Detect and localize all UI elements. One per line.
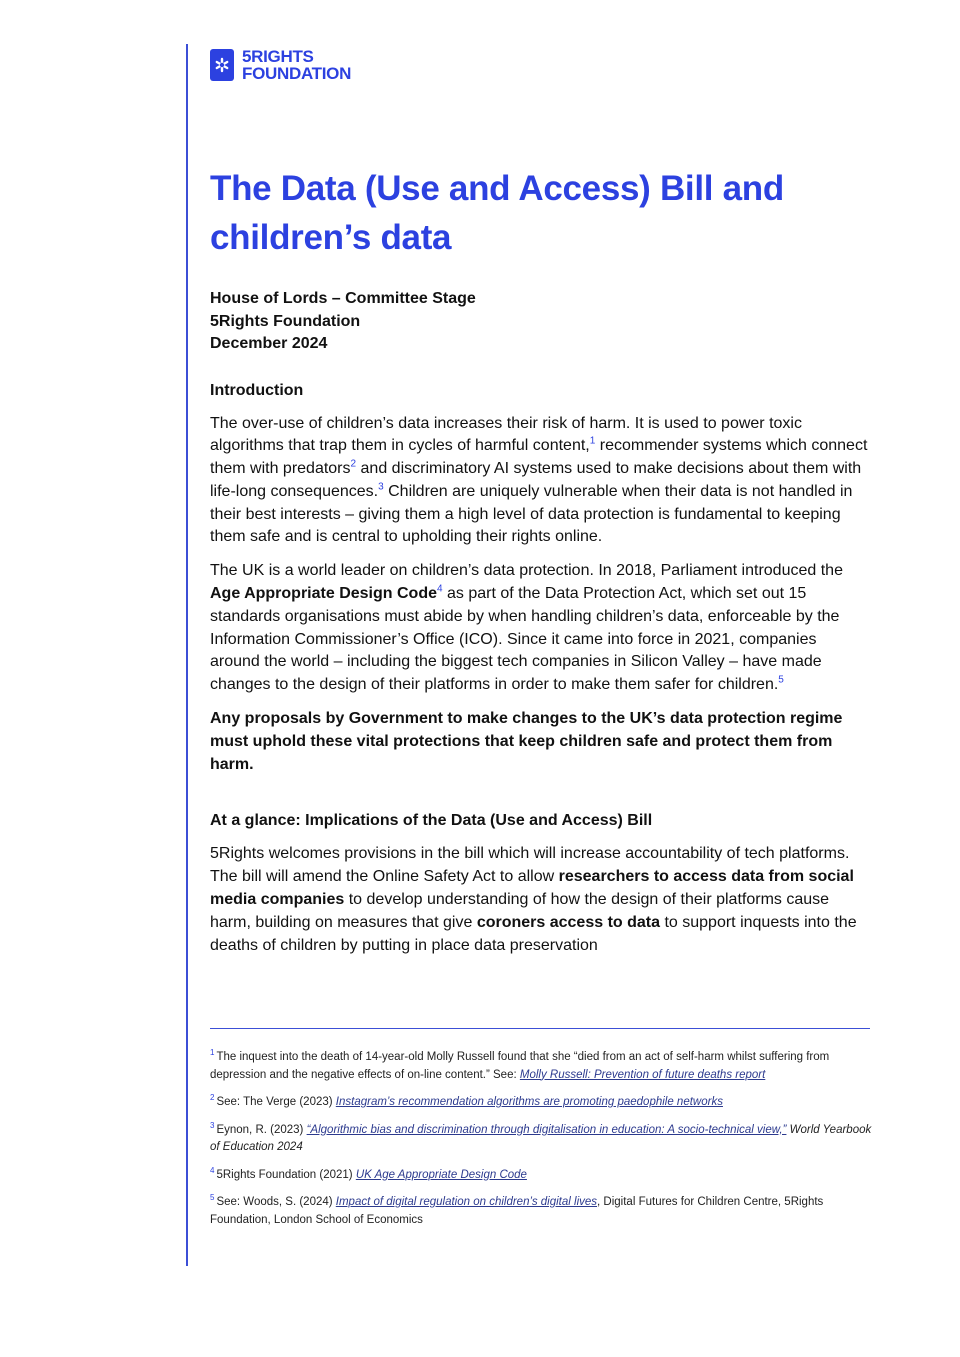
text-run: to support inquests into the deaths of children by putting in place data preservation bbox=[210, 913, 857, 954]
text-run: Children are uniquely vulnerable when their data is not handled in their best interests – giving them a high level of data protection is fundamental to keeping them safe and is central to upholding their rights online. bbox=[210, 482, 853, 546]
text-run: The over-use of children’s data increases their risk of harm. It is used to power toxic algorithms that trap them in cycles of harmful content, bbox=[210, 414, 802, 455]
footnote-text: See: Woods, S. (2024) bbox=[216, 1196, 336, 1208]
intro-paragraph-2 bbox=[210, 560, 870, 697]
logo-line2: FOUNDATION bbox=[242, 64, 352, 83]
bold-text-aadc: Age Appropriate Design Code bbox=[210, 585, 437, 603]
left-margin-rule bbox=[186, 44, 188, 1266]
meta-line-org: 5Rights Foundation bbox=[210, 312, 361, 330]
footnote-ref-4[interactable]: 4 bbox=[436, 583, 443, 595]
text-run: to develop understanding of how the design of their platforms cause harm, building on measures that give bbox=[210, 891, 830, 931]
footnote-ref-2[interactable]: 2 bbox=[350, 458, 357, 470]
footnotes bbox=[210, 1049, 872, 1239]
logo-line1: 5RIGHTS bbox=[242, 47, 314, 66]
footnote-text-after: World Yearbook of Education 2024 bbox=[210, 1123, 872, 1153]
footnote-ref-3[interactable]: 3 bbox=[378, 481, 384, 493]
text-run: 5Rights welcomes provisions in the bill which will increase accountability of tech platforms. The bill will amend the Online Safety Act to allow bbox=[210, 845, 850, 886]
footnote-4 bbox=[210, 1167, 872, 1185]
meta-line-date: December 2024 bbox=[210, 335, 328, 352]
logo bbox=[210, 48, 351, 82]
footnote-text: The inquest into the death of 14-year-old Molly Russell found that she “died from an act of self-harm whilst suffering from depression and the negative effects of on-line content.” See: bbox=[210, 1051, 830, 1081]
intro-paragraph-3-bold: Any proposals by Government to make changes to the UK’s data protection regime must uphold these vital protections that keep children safe and protect them from harm. bbox=[210, 710, 843, 773]
text-run: and discriminatory AI systems used to make decisions about them with life-long consequences. bbox=[210, 460, 862, 500]
footnote-number: 5 bbox=[210, 1193, 215, 1203]
footnote-link[interactable]: UK Age Appropriate Design Code bbox=[355, 1168, 527, 1181]
asterisk-logo-icon bbox=[210, 49, 234, 81]
footnote-link[interactable]: Molly Russell: Prevention of future deaths report bbox=[519, 1068, 766, 1081]
footnote-text: Eynon, R. (2023) bbox=[216, 1123, 307, 1136]
meta-line-stage: House of Lords – Committee Stage bbox=[210, 290, 476, 307]
intro-paragraph-1 bbox=[210, 413, 870, 550]
footnote-link[interactable]: Instagram’s recommendation algorithms are promoting paedophile networks bbox=[335, 1096, 723, 1108]
footnote-5 bbox=[210, 1194, 872, 1229]
main-content bbox=[210, 164, 870, 957]
footnote-number: 2 bbox=[210, 1093, 215, 1103]
logo-wordmark bbox=[242, 48, 351, 82]
at-a-glance-heading: At a glance: Implications of the Data (Use and Access) Bill bbox=[210, 812, 653, 830]
footnote-ref-5[interactable]: 5 bbox=[778, 674, 784, 686]
footnote-3 bbox=[210, 1122, 872, 1157]
glance-paragraph bbox=[210, 843, 870, 957]
footnote-text: See: The Verge (2023) bbox=[216, 1096, 336, 1108]
footnote-link[interactable]: Impact of digital regulation on children’s digital lives bbox=[335, 1196, 598, 1208]
document-meta bbox=[210, 288, 870, 356]
footnote-link[interactable]: “Algorithmic bias and discrimination through digitalisation in education: A socio-technical view,” bbox=[306, 1123, 787, 1136]
footnote-number: 3 bbox=[210, 1120, 215, 1130]
bold-text-researchers: researchers to access data from social media companies bbox=[210, 868, 854, 909]
footnote-2 bbox=[210, 1094, 872, 1112]
text-run: The UK is a world leader on children’s data protection. In 2018, Parliament introduced the bbox=[210, 562, 843, 580]
footnote-1 bbox=[210, 1049, 872, 1084]
introduction-heading: Introduction bbox=[210, 381, 304, 399]
footnote-text-after: , Digital Futures for Children Centre, 5Rights Foundation, London School of Economics bbox=[210, 1196, 824, 1226]
bold-text-coroners: coroners access to data bbox=[476, 913, 661, 931]
footnote-text: 5Rights Foundation (2021) bbox=[216, 1168, 356, 1181]
text-run: as part of the Data Protection Act, which set out 15 standards organisations must abide by when handling children’s data, enforceable by the Information Commissioner’s Office (ICO). Since it came into force in 2021, companies around the world – including the biggest tech companies in Silicon Valley – have made changes to the design of their platforms in order to make them safer for children. bbox=[210, 585, 840, 694]
footnote-number: 4 bbox=[210, 1165, 215, 1175]
footnote-divider bbox=[210, 1028, 870, 1029]
text-run: recommender systems which connect them with predators bbox=[210, 437, 868, 478]
footnote-ref-1[interactable]: 1 bbox=[589, 435, 596, 447]
document-title: The Data (Use and Access) Bill and children’s data bbox=[210, 169, 784, 257]
footnote-number: 1 bbox=[210, 1048, 215, 1058]
